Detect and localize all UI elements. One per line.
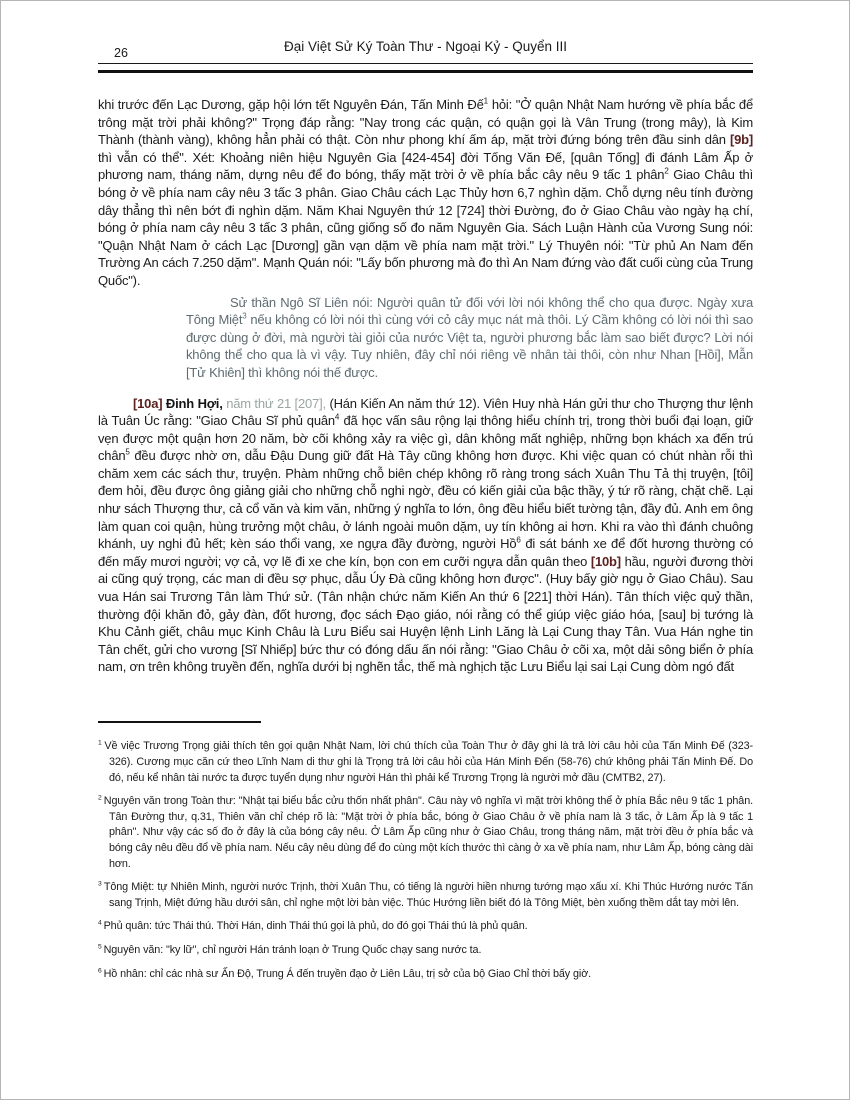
header-rule-thick bbox=[98, 70, 753, 73]
footnotes-section bbox=[98, 721, 753, 990]
footnote-2: $^2$ Nguyên văn trong Toàn thư: "Nhật tại biểu bắc cửu thốn nhất phân". Câu này vô nghĩa vì mặt trời không thể ở phía Bắc nêu 9 tấc 1 phân. Tân Đường thư, q.31, Thiên văn chỉ chép rõ là: "Mặt trời ở phía bắc, bóng ở Giao Châu ở về phía nam là 3 tấc, ở Lâm Ấp là 9 tấc 1 phân". Như vậy các số đo ở đây là của bóng cây nêu. Ở Lâm Ấp cũng như ở Giao Châu, trong tháng năm, mặt trời đều ở phía bắc và bóng cây nêu đều đổ về phía nam. Nếu cây nêu dùng để đo cùng một kích thước thì càng ở xa về phía nam, như Lâm Ấp, bóng càng dài hơn. bbox=[98, 794, 753, 870]
footnote-separator-rule bbox=[98, 721, 261, 723]
footnote-6: $^6$ Hồ nhân: chỉ các nhà sư Ấn Độ, Trung Á đến truyền đạo ở Liên Lâu, trị sở của bộ Giao Chỉ thời bấy giờ. bbox=[98, 966, 592, 980]
footnote-4: $^4$ Phủ quân: tức Thái thú. Thời Hán, dinh Thái thú gọi là phủ, do đó gọi Thái thú là phủ quân. bbox=[98, 919, 528, 933]
footnote-1: $^1$ Về việc Trương Trọng giải thích tên gọi quận Nhật Nam, lời chú thích của Toàn Thư ở đây ghi là trả lời câu hỏi của Tấn Minh Đế (323-326). Cương mục căn cứ theo Lĩnh Nam di thư ghi là Trọng trả lời câu hỏi của Hán Minh Đến (58-76) chứ không phải Tấn Minh Đế. Do đó, nếu kể nhân tài nước ta được tuyển dụng như người Hán thì phải kể Trương Trọng là người mở đầu (CMTB2, 27). bbox=[98, 739, 754, 784]
page-header bbox=[98, 39, 753, 63]
paragraph-dinh-hoi-year: [10a] Đinh Hợi, năm thứ 21 [207], (Hán Kiến An năm thứ 12). Viên Huy nhà Hán gửi thư cho Thượng thư lệnh là Tuân Úc rằng: "Giao Châu Sĩ phủ quân$^4$ đã học vấn sâu rộng lại thông hiểu chính trị, trong thời buổi đại loạn, giữ vẹn được một quận hơn 20 năm, bờ cõi không xảy ra việc gì, dân không mất nghiệp, những bọn khách xa đến trú chân$^5$ đều được nhờ ơn, dẫu Đậu Dung giữ đất Hà Tây cũng không hơn được. Khi việc quan có chút nhàn rỗi thì chăm xem các sách thư, truyện. Phàm những chỗ biên chép không rõ ràng trong sách Xuân Thu Tả thị truyện, [tôi] đem hỏi, đều được ông giảng giải cho những chỗ nghi ngờ, đều có kiến giải của bậc thầy, ý tứ rõ ràng, chặt chẽ. Lại như sách Thượng thư, cả cổ văn và kim văn, những ý nghĩa to lớn, ông đều hiểu biết tường tận, đầy đủ. Anh em ông làm quan coi quận, hùng trưởng một châu, ở lánh ngoài muôn dặm, uy tín không ai hơn. Khi ra vào thì đánh chuông khánh, uy nghi đủ hết; kèn sáo thổi vang, xe ngựa đầy đường, người Hồ$^6$ đi sát bánh xe để đốt hương thường có đến mấy mươi người; vợ cả, vợ lẽ đi xe che kín, bọn con em cưỡi ngựa dẫn quân theo [10b] hầu, người đương thời ai cũng quý trọng, các man di đều sợ phục, dẫu Úy Đà cũng không hơn được". (Huy bấy giờ ngụ ở Giao Châu). Sau vua Hán sai Trương Tân làm Thứ sử. (Tân nhận chức năm Kiến An thứ 6 [221] thời Hán). Tân thích việc quỷ thần, thường đội khăn đỏ, gảy đàn, đốt hương, đọc sách Đạo giáo, nói rằng có thể giúp việc giáo hóa, [sau] bị tướng là Khu Cảnh giết, châu mục Kinh Châu là Lưu Biểu sai Huyện lệnh Linh Lăng là Lại Cung thay Tân. Vua Hán nghe tin Tân chết, gửi cho vương [Sĩ Nhiếp] bức thư có đóng dấu ấn nói rằng: "Giao Châu ở cõi xa, một dải sông biển ở phía nam, ơn trên không truyền đến, nghĩa dưới bị nghẽn tắc, thế mà nghịch tặc Lưu Biểu lại sai Lại Cung dòm ngó đất bbox=[98, 395, 753, 675]
page-content bbox=[98, 39, 753, 676]
header-title: Đại Việt Sử Ký Toàn Thư - Ngoại Kỷ - Quyển III bbox=[284, 39, 567, 54]
footnote-3: $^3$ Tông Miệt: tự Nhiên Minh, người nước Trịnh, thời Xuân Thu, có tiếng là người hiền nhưng tướng mạo xấu xí. Khi Thúc Hướng nước Tấn sang Trịnh, Miệt đứng hầu dưới sân, chỉ nghe một lời bàn việc. Thúc Hướng liền biết đó là Tông Miệt, bèn xuống thềm dắt tay mời lên. bbox=[98, 880, 753, 909]
footnote-5: $^5$ Nguyên văn: "ky lữ", chỉ người Hán tránh loạn ở Trung Quốc chạy sang nước ta. bbox=[98, 943, 482, 956]
paragraph-continuation: khi trước đến Lạc Dương, gặp hội lớn tết Nguyên Đán, Tấn Minh Đế$^1$ hỏi: "Ở quận Nhật Nam hướng về phía bắc để trông mặt trời phải không?" Trọng đáp rằng: "Nay trong các quận, có quận gọi là Vân Trung (trong mây), là Kim Thành (thành vàng), không hẳn phải có thật. Còn như phong khí ấm áp, mặt trời đứng bóng trên đầu sinh dân [9b] thì vẫn có thể". Xét: Khoảng niên hiệu Nguyên Gia [424-454] đời Tống Văn Đế, [quân Tống] đi đánh Lâm Ấp ở phương nam, tháng năm, dựng nêu để đo bóng, thấy mặt trời ở về phía bắc cây nêu 9 tấc 1 phân$^2$ Giao Châu thì bóng ở về phía nam cây nêu 3 tấc 3 phân. Giao Châu cách Lạc Thủy hơn 6,7 nghìn dặm. Chỗ dựng nêu tính đường dây thẳng thì nên bớt đi nghìn dặm. Năm Khai Nguyên thứ 12 [724] thời Đường, đo ở Giao Châu vào ngày hạ chí, bóng ở phía nam cây nêu 3 tấc 3 phân, cũng giống số đo năm Nguyên Gia. Sách Luận Hành của Vương Sung nói: "Quận Nhật Nam ở cách Lạc [Dương] gần vạn dặm về phía nam mặt trời." Lý Thuyên nói: "Từ phủ An Nam đến Trường An cách 7.250 dặm". Mạnh Quán nói: "Lấy bốn phương mà đo thì An Nam đứng vào đất cuối cùng của Trung Quốc"). bbox=[98, 96, 753, 288]
historian-comment-quote: Sử thần Ngô Sĩ Liên nói: Người quân tử đối với lời nói không thể cho qua được. Ngày xưa Tông Miệt$^3$ nếu không có lời nói thì cùng với cỏ cây mục nát mà thôi. Lý Cầm không có lời nói thì sao được dùng ở đời, mà người tài giỏi của nước Việt ta, người phương bắc làm sao biết được? Lời nói không thể cho qua là vì vậy. Tuy nhiên, đây chỉ nói riêng về nhân tài thôi, còn như Nhan [Hồi], Mẫn [Tử Khiên] thì không nói thế được. bbox=[186, 294, 753, 380]
header-rule-thin bbox=[98, 63, 753, 64]
page-number: 26 bbox=[114, 46, 128, 60]
body-text bbox=[98, 96, 753, 676]
